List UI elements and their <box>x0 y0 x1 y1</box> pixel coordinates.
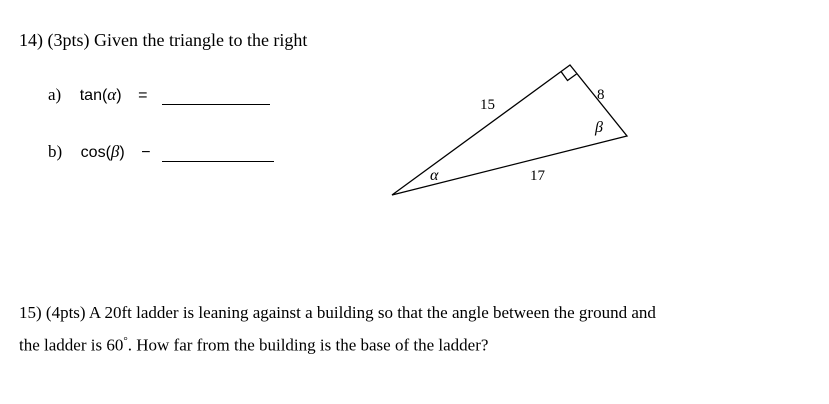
question-15-line-2 <box>19 327 819 360</box>
question-15-line-2-end: . How far from the building is the base of the ladder? <box>127 335 489 355</box>
part-b-func: cos( <box>80 144 111 161</box>
triangle-outline <box>392 65 627 195</box>
angle-beta-label: β <box>595 119 603 136</box>
side-label-15: 15 <box>480 97 495 113</box>
degree-symbol: ° <box>123 335 128 347</box>
question-15-line-2-start: the ladder is 60 <box>19 335 124 355</box>
side-label-17: 17 <box>530 168 545 184</box>
part-b-label: b) <box>48 142 63 161</box>
question-15-line-1: 15) (4pts) A 20ft ladder is leaning against a building so that the angle between the ground and <box>19 303 656 322</box>
question-15 <box>19 298 819 360</box>
part-b-sign: − <box>141 144 151 161</box>
part-b-close: ) <box>119 144 125 161</box>
angle-alpha-label: α <box>430 167 439 184</box>
part-a-close: ) <box>116 87 122 104</box>
question-14-heading: 14) (3pts) Given the triangle to the right <box>19 30 308 50</box>
side-label-8: 8 <box>597 87 605 103</box>
part-a-var: α <box>107 85 117 104</box>
part-a-equals: = <box>138 87 148 104</box>
right-angle-marker <box>561 72 577 81</box>
part-b-var: β <box>110 142 120 161</box>
part-a-label: a) <box>48 85 62 104</box>
part-a-func: tan( <box>79 87 108 104</box>
